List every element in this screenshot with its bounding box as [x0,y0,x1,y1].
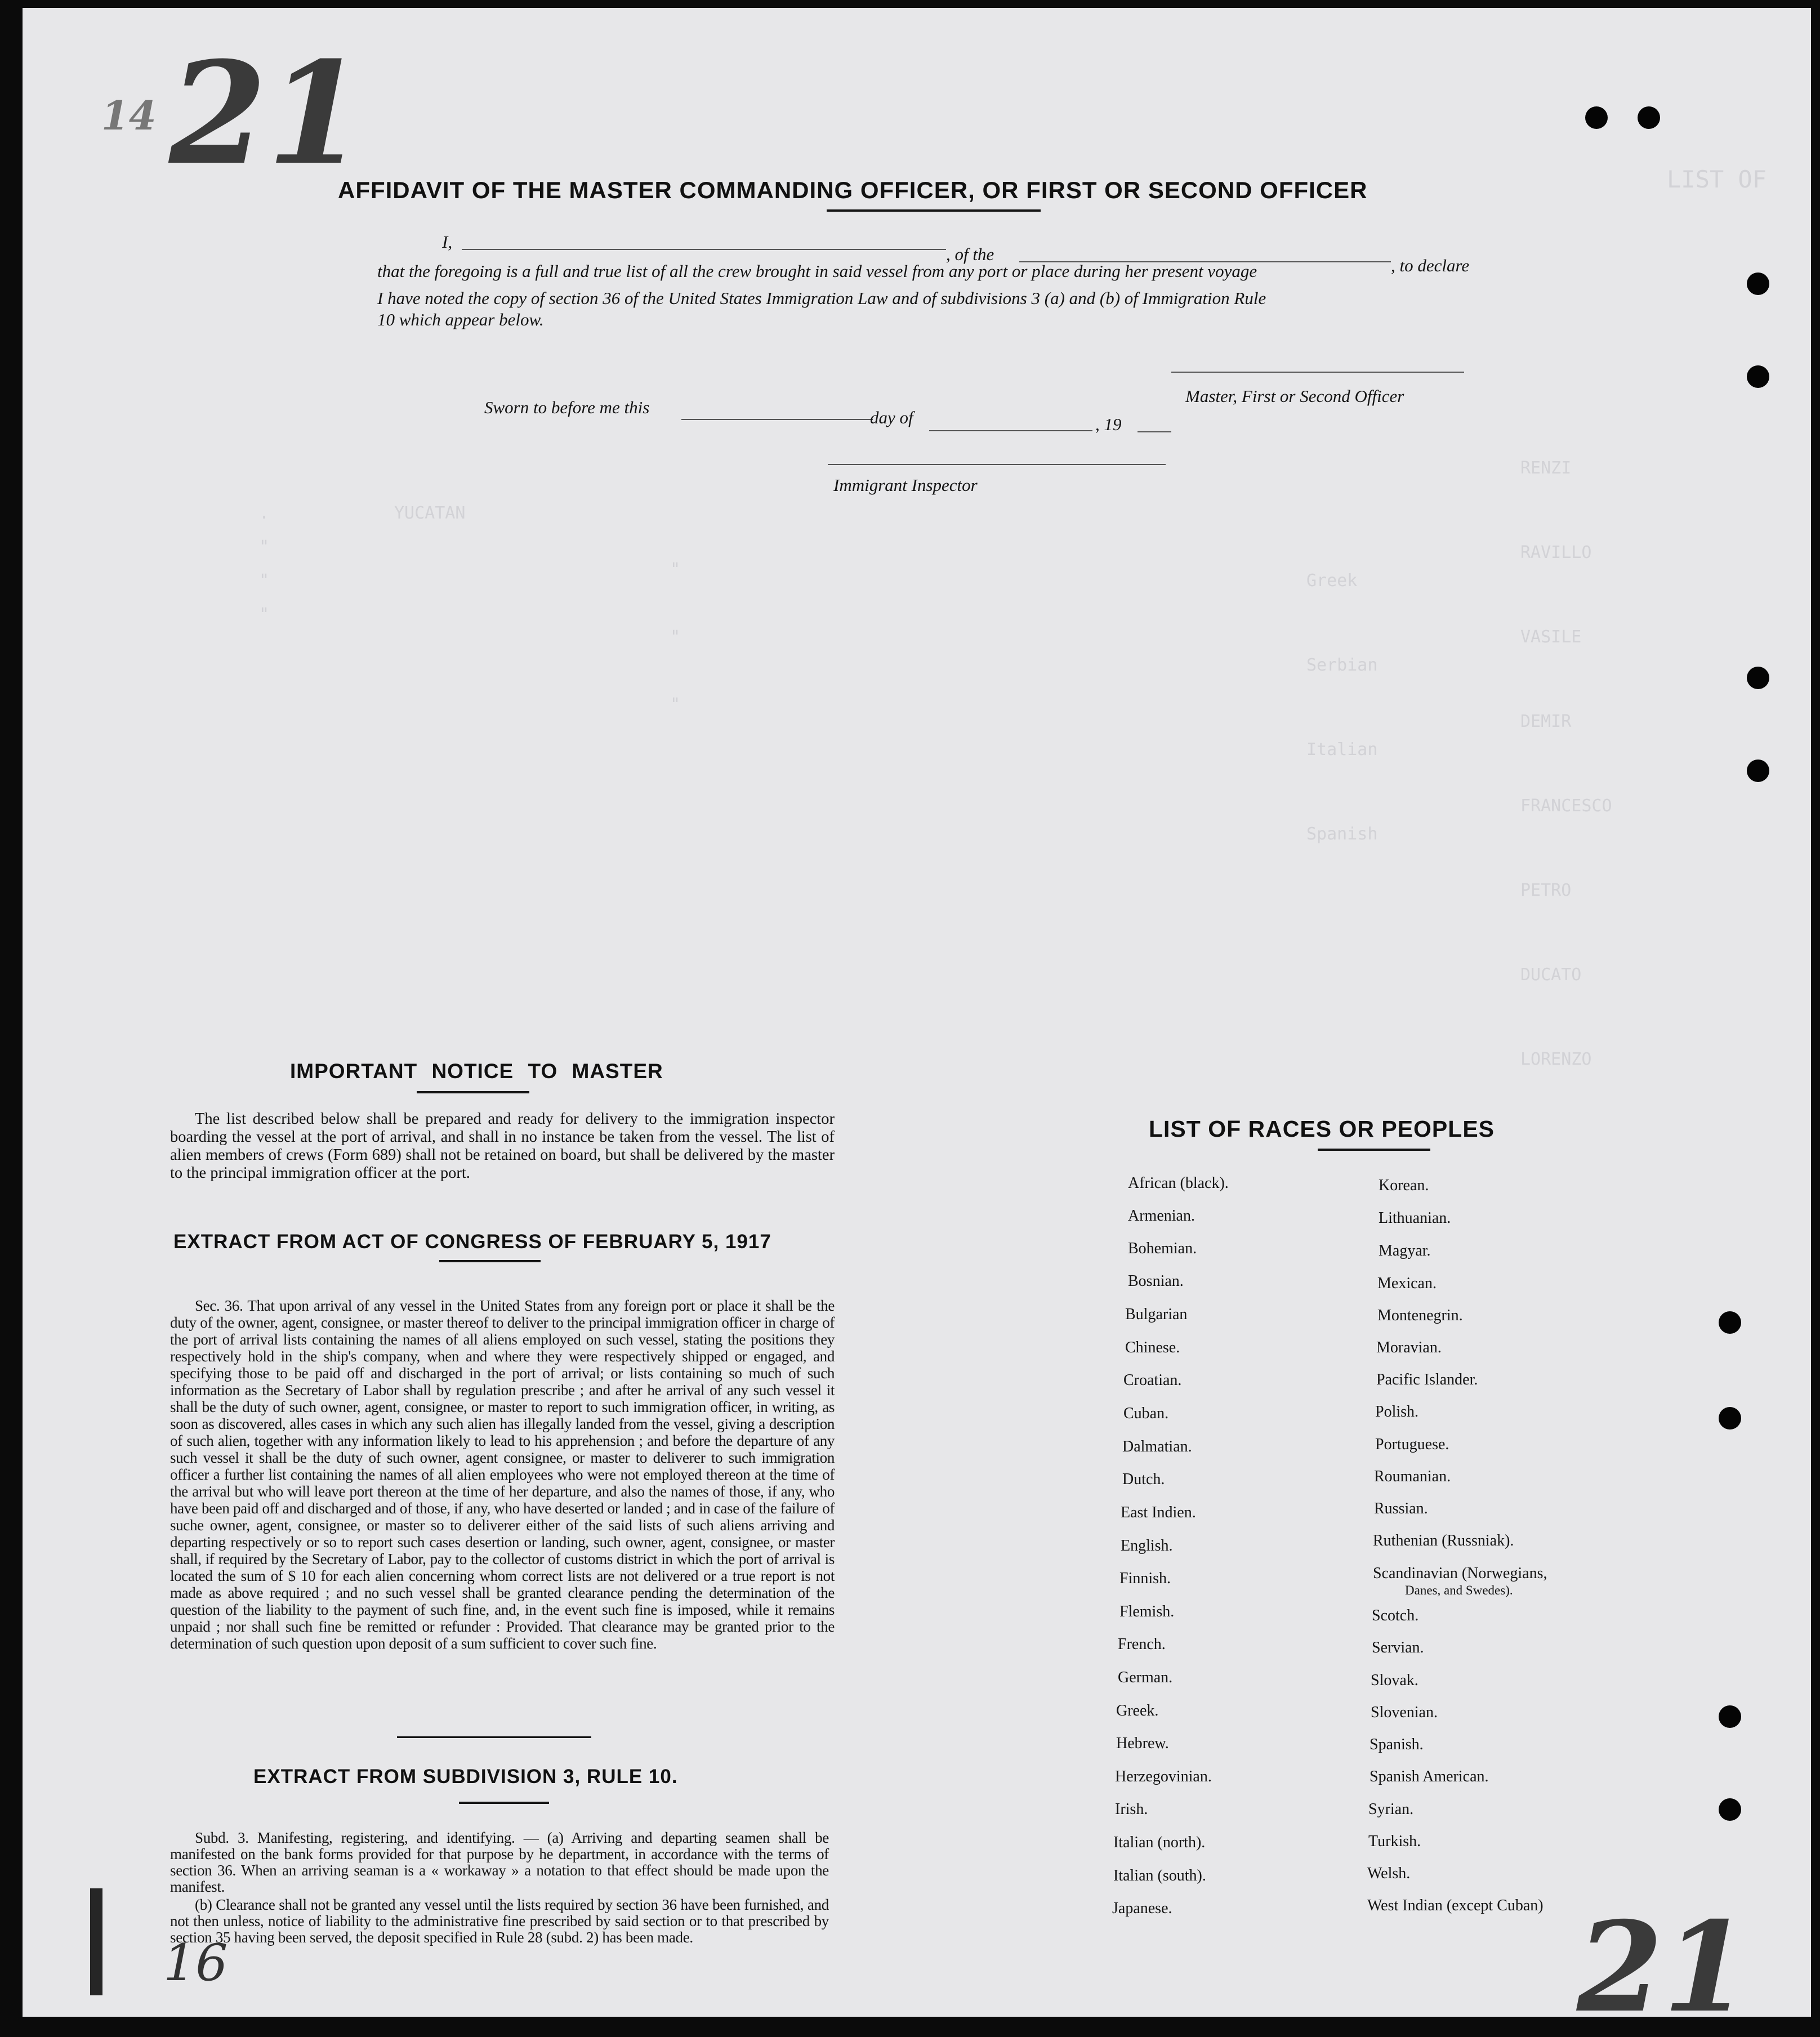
affidavit-name-blank [462,249,946,250]
race-item: Dutch. [1122,1471,1165,1488]
race-item: Armenian. [1128,1207,1195,1225]
race-item: Finnish. [1119,1570,1171,1587]
race-item: Scandinavian (Norwegians, [1373,1565,1547,1582]
race-item: Herzegovinian. [1115,1768,1212,1785]
race-item: Turkish. [1368,1833,1421,1850]
race-item: Welsh. [1367,1865,1411,1882]
punch-hole [1747,365,1769,388]
race-item: Montenegrin. [1377,1307,1463,1324]
signature-caption: Master, First or Second Officer [1185,386,1404,406]
race-item: Japanese. [1112,1900,1172,1917]
race-item: Hebrew. [1116,1735,1169,1752]
sworn-year-blank [1138,431,1171,432]
race-item: Italian (north). [1113,1834,1206,1851]
race-item: Slovak. [1371,1672,1418,1689]
race-item: Pacific Islander. [1376,1371,1478,1388]
rule-extract-title: EXTRACT FROM SUBDIVISION 3, RULE 10. [253,1766,678,1788]
sworn-year: , 19 [1095,414,1122,434]
race-item: Danes, and Swedes). [1405,1583,1513,1597]
race-item: Lithuanian. [1379,1209,1451,1227]
affidavit-title-rule [827,209,1041,212]
race-item: Russian. [1374,1500,1428,1517]
race-item: Syrian. [1368,1801,1414,1818]
affidavit-line1-start: I, [442,232,453,252]
inspector-blank [828,464,1166,465]
punch-hole [1747,667,1769,689]
race-item: African (black). [1128,1174,1229,1192]
race-item: Flemish. [1119,1603,1175,1620]
races-title-rule [1318,1149,1430,1151]
page-number-large-bottom: 21 [1577,1894,1750,2017]
race-item: Spanish American. [1370,1768,1489,1785]
race-item: Korean. [1379,1177,1429,1194]
punch-hole [1747,760,1769,782]
race-item: Dalmatian. [1122,1438,1192,1455]
affidavit-line3: I have noted the copy of section 36 of the United States Immigration Law and of subdivisions 3 (a) and (b) of Immigration Rule [377,288,1266,308]
affidavit-title: AFFIDAVIT OF THE MASTER COMMANDING OFFICER, OR FIRST OR SECOND OFFICER [338,177,1368,203]
race-item: West Indian (except Cuban) [1367,1897,1544,1914]
notice-title: IMPORTANT NOTICE TO MASTER [290,1060,663,1083]
race-item: Cuban. [1123,1405,1169,1422]
notice-title-rule [417,1091,529,1093]
race-item: Polish. [1375,1403,1419,1420]
race-item: German. [1118,1669,1173,1686]
page-number-small: 14 [101,92,157,139]
race-item: Croatian. [1123,1372,1182,1389]
race-item: English. [1121,1537,1173,1554]
race-item: French. [1118,1636,1166,1653]
rule-extract-para-b: (b) Clearance shall not be granted any vessel until the lists required by section 36 have been furnished, and not then unless, notice of liability to the administrative fine prescribed by said section or to that prescribed by section 35 having been served, the deposit specified in Rule 28 (subd. 2) has been made. [170,1896,829,1946]
race-item: Moravian. [1376,1339,1442,1356]
inspector-caption: Immigrant Inspector [833,475,978,495]
sworn-start: Sworn to before me this [484,397,650,417]
document-page: LIST OF RENZI RAVILLO VASILE DEMIR FRANCESCO PETRO DUCATO LORENZO Greek Serbian Italian Spanish . " " " YUCATAN " " " 14 21 21 16 AFFIDAVIT OF THE MASTER COMMANDING OFFICER, OR FIRST OR SECOND OFFICER I, , of the , to declare that the foregoing is a full and true list of all the crew brought in said vessel from any port or place during her present voyage I have noted the copy of section 36 of the United States Immigration Law and of subdivisions 3 (a) and (b) of Immigration Rule 10 which appear below. Master, First or Second Officer Sworn to before me this day of , 19 Immigrant Inspector IMPORTANT NOTICE TO MASTER The list described below shall be prepared and ready for delivery to the immigration inspector boarding the vessel at the port of arrival, and shall in no instance be taken from the vessel. The list of alien members of crews (Form 689) shall not be retained on board, but shall be delivered by the master to the principal immigration officer at the port. EXTRACT FROM ACT OF CONGRESS OF FEBRUARY 5, 1917 Sec. 36. That upon arrival of any vessel in the United States from any foreign port or place it shall be the duty of the owner, agent, consignee, or master thereof to deliver to the principal immigration officer in charge of the port of arrival lists containing the names of all aliens employed on such vessel, stating the positions they respectively hold in the ship's company, when and where they were respectively shipped or engaged, and specifying those to be paid off and discharged in the port of arrival; or lists containing so much of such information as the Secretary of Labor shall by regulation prescribe ; and after he arrival of any such vessel it shall be the duty of such owner, agent, consignee, or master to report to such immigration officer, in writing, as soon as discovered, alles cases in which any such alien has illegally landed from the vessel, giving a description of such alien, together with any information likely to lead to his apprehension ; and before the departure of any such vessel it shall be the duty of such owner, agent consignee, or master to deliverer to such immigration officer a further list containing the names of all alien employees who were not employed thereon at the time of the arrival but who will leave port thereon at the time of her departure, and also the names of those, if any, who have been paid off and discharged and of those, if any, who have deserted or landed ; and in case of the failure of suche owner, agent, consignee, or master so to deliverer either of the said lists of such aliens arriving and departing respectively or so to report such cases desertion or landing, such owner, agent, consignee, or master shall, if required by the Secretary of Labor, pay to the collector of customs district in which the port of arrival is located the sum of $ 10 for each alien concerning whom correct lists are not delivered or a true report is not made as above required ; and no such vessel shall be granted clearance pending the determination of the question of the liability to the payment of such fine, and, in the event such fine is imposed, while it remains unpaid ; nor shall such fine be remitted or refunder : Provided. That clearance may be granted prior to the determination of such question upon deposit of a sum sufficient to cover such fine. EXTRACT FROM SUBDIVISION 3, RULE 10. Subd. 3. Manifesting, registering, and identifying. — (a) Arriving and departing seamen shall be manifested on the bank forms provided for that purpose by he department, in accordance with the terms of section 36. When an arriving seaman is a « workaway » a notation to that effect should be made upon the manifest. (b) Clearance shall not be granted any vessel until the lists required by section 36 have been furnished, and not then unless, notice of liability to the administrative fine prescribed by said section or to that prescribed by section 35 having been served, the deposit specified in Rule 28 (subd. 2) has been made. LIST OF RACES OR PEOPLES African (black). Armenian. Bohemian. Bosnian. Bulgarian Chinese. Croatian. Cuban. Dalmatian. Dutch. East Indien. English. Finnish. Flemish. French. German. Greek. Hebrew. Herzegovinian. Irish. Italian (north). Italian (south). Japanese. Korean. Lithuanian. Magyar. Mexican. Montenegrin. Moravian. Pacific Islander. Polish. Portuguese. Roumanian. Russian. Ruthenian (Russniak). Scandinavian (Norwegians, Danes, and Swedes). Scotch. Servian. Slovak. Slovenian. Spanish. Spanish American. Syrian. Turkish. Welsh. West Indian (except Cuban) [23,8,1811,2017]
punch-hole [1719,1311,1741,1334]
page-number-handwritten: 16 [163,1933,228,1993]
rule-extract-rule [459,1802,549,1804]
race-item: Irish. [1115,1801,1148,1818]
rule-extract-para-a: Subd. 3. Manifesting, registering, and identifying. — (a) Arriving and departing seamen shall be manifested on the bank forms provided for that purpose by he department, in accordance with the terms of section 36. When an arriving seaman is a « workaway » a notation to that effect should be made upon the manifest. [170,1829,829,1895]
sworn-day-blank [681,419,873,420]
punch-hole [1747,273,1769,295]
race-item: Italian (south). [1113,1867,1206,1884]
affidavit-line2: that the foregoing is a full and true list of all the crew brought in said vessel from any port or place during her present voyage [377,261,1257,281]
sworn-day: day of [870,408,913,427]
affidavit-line1-mid: , of the [946,244,994,264]
sworn-month-blank [929,430,1092,431]
act-extract-body: Sec. 36. That upon arrival of any vessel in the United States from any foreign port or place it shall be the duty of the owner, agent, consignee, or master thereof to deliver to the principal immigration officer in charge of the port of arrival lists containing the names of all aliens employed on such vessel, stating the positions they respectively hold in the ship's company, when and where they were respectively shipped or engaged, and specifying those to be paid off and discharged in the port of arrival; or lists containing so much of such information as the Secretary of Labor shall by regulation prescribe ; and after he arrival of any such vessel it shall be the duty of such owner, agent, consignee, or master to report to such immigration officer, in writing, as soon as discovered, alles cases in which any such alien has illegally landed from the vessel, giving a description of such alien, together with any information likely to lead to his apprehension ; and before the departure of any such vessel it shall be the duty of such owner, agent consignee, or master to deliverer to such immigration officer a further list containing the names of all alien employees who were not employed thereon at the time of the arrival but who will leave port thereon at the time of her departure, and also the names of those, if any, who have been paid off and discharged and of those, if any, who have deserted or landed ; and in case of the failure of suche owner, agent, consignee, or master so to deliverer either of the said lists of such aliens arriving and departing respectively or so to report such cases desertion or landing, such owner, agent, consignee, or master shall, if required by the Secretary of Labor, pay to the collector of customs district in which the port of arrival is located the sum of $ 10 for each alien concerning whom correct lists are not delivered or a true report is not made as above required ; and no such vessel shall be granted clearance pending the determination of the question of the liability to the payment of such fine, and, in the event such fine is imposed, while it remains unpaid ; nor shall such fine be remitted or refunder : Provided. That clearance may be granted prior to the determination of such question upon deposit of a sum sufficient to cover such fine. [170,1297,835,1652]
race-item: Greek. [1116,1702,1159,1719]
race-item: Roumanian. [1374,1468,1451,1485]
race-item: East Indien. [1121,1504,1196,1521]
race-item: Slovenian. [1371,1704,1438,1721]
race-item: Chinese. [1125,1339,1180,1356]
race-item: Spanish. [1370,1736,1424,1753]
punch-hole [1719,1705,1741,1728]
race-item: Bulgarian [1125,1306,1188,1323]
race-item: Servian. [1372,1639,1424,1656]
rule-extract-top-rule [397,1736,591,1738]
races-title: LIST OF RACES OR PEOPLES [1149,1116,1495,1142]
affidavit-line4: 10 which appear below. [377,310,544,329]
punch-hole [1719,1798,1741,1821]
punch-hole [1585,106,1608,129]
punch-hole [1719,1407,1741,1430]
page-number-large-top: 21 [169,30,365,196]
notice-body: The list described below shall be prepared and ready for delivery to the immigration inspector boarding the vessel at the port of arrival, and shall in no instance be taken from the vessel. The list of alien members of crews (Form 689) shall not be retained on board, but shall be delivered by the master to the principal immigration officer at the port. [170,1110,835,1182]
race-item: Ruthenian (Russniak). [1373,1532,1514,1549]
race-item: Magyar. [1379,1242,1431,1259]
race-item: Scotch. [1372,1607,1419,1624]
race-item: Mexican. [1377,1275,1437,1292]
race-item: Bohemian. [1128,1240,1197,1257]
act-extract-title: EXTRACT FROM ACT OF CONGRESS OF FEBRUARY 5, 1917 [173,1231,771,1253]
act-extract-rule [439,1260,541,1262]
race-item: Bosnian. [1128,1272,1184,1290]
punch-hole [1638,106,1660,129]
signature-blank [1171,372,1464,373]
race-item: Portuguese. [1375,1436,1449,1453]
affidavit-line1-end: , to declare [1391,256,1470,275]
margin-mark-left [90,1888,102,1995]
